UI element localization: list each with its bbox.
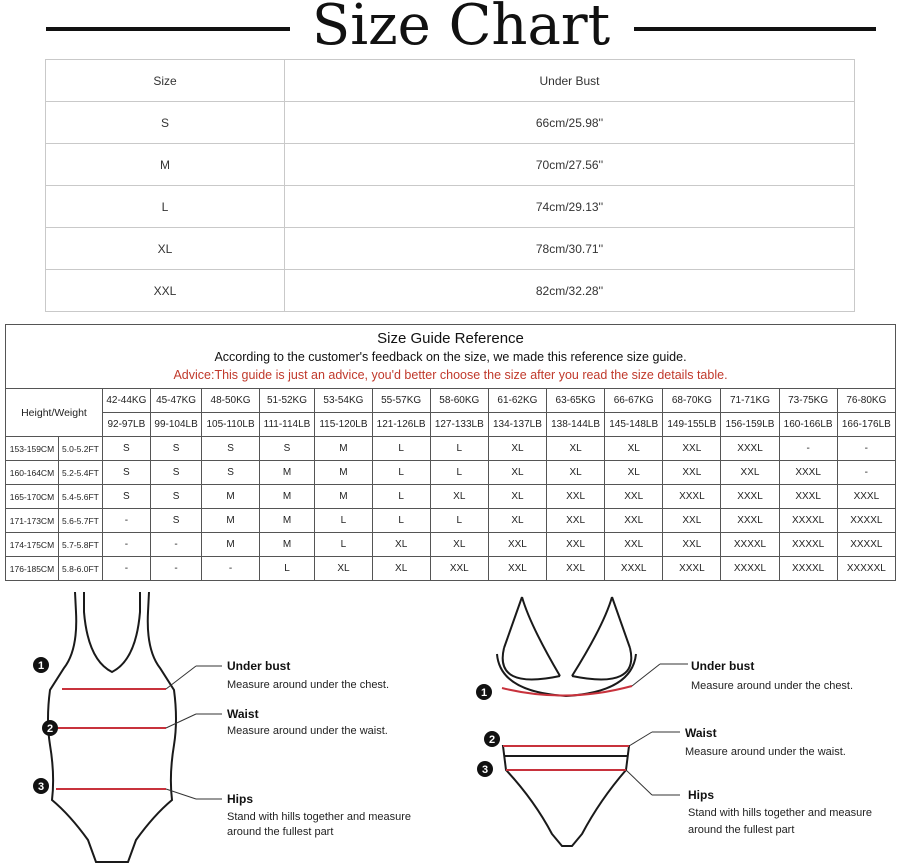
table-row (6, 485, 896, 509)
size-cell: XL (605, 461, 663, 485)
under-bust-cell: 82cm/32.28'' (285, 270, 855, 312)
size-cell: S (150, 437, 202, 461)
height-cm-cell: 174-175CM (6, 533, 59, 557)
size-cell: L (430, 461, 488, 485)
under-bust-cell: 66cm/25.98'' (285, 102, 855, 144)
size-cell: - (837, 437, 895, 461)
guide-advice: Advice:This guide is just an advice, you'd better choose the size after you read the size details table. (173, 368, 728, 382)
size-cell: M (202, 509, 259, 533)
waist-label: Waist (685, 726, 717, 740)
size-cell: S (102, 485, 150, 509)
height-ft-cell: 5.4-5.6FT (58, 485, 102, 509)
table-row (6, 533, 896, 557)
weight-kg-cell: 55-57KG (372, 389, 430, 413)
size-cell: L (372, 461, 430, 485)
under-bust-cell: 74cm/29.13'' (285, 186, 855, 228)
size-cell: XXXXL (779, 509, 837, 533)
guide-subtitle: According to the customer's feedback on the size, we made this reference size guide. (214, 350, 687, 364)
step-marker-3 (33, 778, 49, 794)
weight-lb-cell: 105-110LB (202, 413, 259, 437)
size-cell: XXL (605, 509, 663, 533)
size-cell: M (315, 461, 372, 485)
size-cell: XXL (488, 533, 546, 557)
height-ft-cell: 5.7-5.8FT (58, 533, 102, 557)
size-cell: XL (315, 557, 372, 581)
size-cell: L (372, 485, 430, 509)
weight-kg-cell: 66-67KG (605, 389, 663, 413)
size-cell: L (46, 186, 285, 228)
weight-lb-cell: 145-148LB (605, 413, 663, 437)
weight-lb-cell: 127-133LB (430, 413, 488, 437)
step-marker-2 (42, 720, 58, 736)
height-cm-cell: 171-173CM (6, 509, 59, 533)
weight-kg-cell: 58-60KG (430, 389, 488, 413)
size-cell: S (46, 102, 285, 144)
weight-lb-cell: 99-104LB (150, 413, 202, 437)
size-cell: XL (372, 557, 430, 581)
size-cell: XL (605, 437, 663, 461)
size-cell: M (202, 533, 259, 557)
weight-lb-cell: 111-114LB (259, 413, 315, 437)
table-row (46, 144, 855, 186)
waist-desc: Measure around under the waist. (685, 746, 846, 758)
size-guide-table (5, 324, 896, 581)
size-cell: XXXXL (779, 557, 837, 581)
table-row (46, 186, 855, 228)
title-rule-right (634, 27, 876, 31)
bikini-bottom-icon (503, 746, 629, 846)
weight-kg-cell: 51-52KG (259, 389, 315, 413)
size-cell: M (202, 485, 259, 509)
size-cell: S (102, 461, 150, 485)
size-cell: - (150, 557, 202, 581)
size-cell: XL (488, 509, 546, 533)
step-marker-1 (33, 657, 49, 673)
weight-kg-cell: 71-71KG (721, 389, 779, 413)
weight-lb-cell: 149-155LB (663, 413, 721, 437)
weight-kg-cell: 48-50KG (202, 389, 259, 413)
weight-kg-cell: 76-80KG (837, 389, 895, 413)
size-cell: XXL (663, 509, 721, 533)
size-cell: XL (372, 533, 430, 557)
svg-text:3: 3 (37, 781, 45, 793)
size-cell: S (150, 509, 202, 533)
measurement-diagram (0, 586, 900, 866)
size-cell: XL (430, 485, 488, 509)
size-cell: - (102, 533, 150, 557)
size-cell: XXXL (721, 437, 779, 461)
table-row (6, 461, 896, 485)
height-weight-label: Height/Weight (6, 389, 103, 437)
size-cell: XXXL (663, 557, 721, 581)
hips-desc-2: around the fullest part (688, 824, 795, 836)
hips-desc-1: Stand with hills together and measure (688, 807, 873, 819)
size-cell: XXXXL (837, 533, 895, 557)
size-cell: M (259, 485, 315, 509)
under-bust-cell: 70cm/27.56'' (285, 144, 855, 186)
height-cm-cell: 165-170CM (6, 485, 59, 509)
guide-title: Size Guide Reference (377, 330, 524, 347)
hips-label: Hips (688, 788, 715, 802)
size-cell: XXL (605, 533, 663, 557)
one-piece-leaders (166, 666, 222, 799)
size-cell: M (259, 533, 315, 557)
size-cell: XL (46, 228, 285, 270)
table-header-row (46, 60, 855, 102)
size-cell: S (202, 437, 259, 461)
weight-kg-cell: 73-75KG (779, 389, 837, 413)
size-cell: XL (488, 461, 546, 485)
size-cell: S (259, 437, 315, 461)
weight-kg-cell: 63-65KG (547, 389, 605, 413)
size-cell: XXXXL (837, 509, 895, 533)
size-cell: XXL (547, 557, 605, 581)
size-cell: XXXXL (721, 533, 779, 557)
waist-desc: Measure around under the waist. (227, 725, 388, 737)
one-piece-measure-lines (56, 689, 166, 789)
size-cell: XXL (547, 533, 605, 557)
height-cm-cell: 176-185CM (6, 557, 59, 581)
size-cell: XL (547, 437, 605, 461)
size-cell: - (837, 461, 895, 485)
size-cell: XXXXL (721, 557, 779, 581)
height-ft-cell: 5.0-5.2FT (58, 437, 102, 461)
weight-kg-row (6, 389, 896, 413)
size-cell: XXL (663, 533, 721, 557)
title-rule-left (46, 27, 290, 31)
size-cell: XL (488, 485, 546, 509)
size-cell: - (102, 557, 150, 581)
size-cell: M (259, 509, 315, 533)
size-cell: XXXL (779, 461, 837, 485)
svg-text:2: 2 (46, 723, 54, 735)
size-cell: L (430, 437, 488, 461)
weight-kg-cell: 42-44KG (102, 389, 150, 413)
size-cell: XL (488, 437, 546, 461)
header-size: Size (46, 60, 285, 102)
size-cell: XXL (488, 557, 546, 581)
size-cell: L (430, 509, 488, 533)
size-cell: - (150, 533, 202, 557)
under-bust-label: Under bust (227, 659, 291, 673)
bikini-top-icon (497, 597, 636, 696)
title-row (0, 0, 900, 58)
weight-lb-cell: 134-137LB (488, 413, 546, 437)
height-cm-cell: 153-159CM (6, 437, 59, 461)
height-ft-cell: 5.8-6.0FT (58, 557, 102, 581)
under-bust-table (45, 59, 855, 312)
size-cell: XXXL (721, 485, 779, 509)
size-cell: XXXL (721, 509, 779, 533)
under-bust-desc: Measure around under the chest. (227, 679, 390, 691)
size-cell: XXXXXL (837, 557, 895, 581)
size-cell: S (150, 461, 202, 485)
size-cell: - (202, 557, 259, 581)
weight-kg-cell: 61-62KG (488, 389, 546, 413)
weight-kg-cell: 68-70KG (663, 389, 721, 413)
hips-label: Hips (227, 792, 254, 806)
size-cell: XXXXL (779, 533, 837, 557)
size-cell: M (315, 485, 372, 509)
size-cell: XXXL (779, 485, 837, 509)
size-cell: L (372, 437, 430, 461)
height-cm-cell: 160-164CM (6, 461, 59, 485)
size-cell: XXL (547, 485, 605, 509)
size-cell: L (372, 509, 430, 533)
svg-text:3: 3 (481, 764, 489, 776)
svg-text:2: 2 (488, 734, 496, 746)
size-cell: XXL (46, 270, 285, 312)
table-row (6, 557, 896, 581)
bikini-leaders (626, 664, 688, 795)
weight-lb-cell: 121-126LB (372, 413, 430, 437)
under-bust-label: Under bust (691, 659, 755, 673)
size-cell: L (259, 557, 315, 581)
weight-lb-cell: 156-159LB (721, 413, 779, 437)
size-cell: L (315, 533, 372, 557)
table-row (46, 270, 855, 312)
table-row (6, 509, 896, 533)
under-bust-cell: 78cm/30.71'' (285, 228, 855, 270)
table-row (46, 102, 855, 144)
weight-lb-row (6, 413, 896, 437)
size-cell: M (46, 144, 285, 186)
bikini-measure-lines (503, 746, 629, 770)
size-cell: XXXL (837, 485, 895, 509)
size-cell: S (150, 485, 202, 509)
size-cell: L (315, 509, 372, 533)
size-cell: S (202, 461, 259, 485)
size-cell: M (315, 437, 372, 461)
size-cell: - (102, 509, 150, 533)
size-cell: XXL (663, 461, 721, 485)
under-bust-desc: Measure around under the chest. (691, 680, 854, 692)
size-cell: XL (430, 533, 488, 557)
table-row (6, 437, 896, 461)
weight-lb-cell: 115-120LB (315, 413, 372, 437)
height-ft-cell: 5.6-5.7FT (58, 509, 102, 533)
size-cell: XL (547, 461, 605, 485)
guide-header-row (6, 325, 896, 389)
svg-text:1: 1 (480, 687, 488, 699)
weight-lb-cell: 160-166LB (779, 413, 837, 437)
guide-header-cell (6, 325, 896, 389)
size-cell: XXL (663, 437, 721, 461)
hips-desc-1: Stand with hills together and measure (227, 811, 412, 823)
table-row (46, 228, 855, 270)
weight-kg-cell: 45-47KG (150, 389, 202, 413)
weight-lb-cell: 92-97LB (102, 413, 150, 437)
page-title: Size Chart (311, 0, 611, 58)
size-cell: XXXL (663, 485, 721, 509)
size-cell: XXL (547, 509, 605, 533)
weight-kg-cell: 53-54KG (315, 389, 372, 413)
size-cell: XXL (430, 557, 488, 581)
size-cell: XXL (721, 461, 779, 485)
size-cell: M (259, 461, 315, 485)
step-marker-3 (477, 761, 493, 777)
header-under-bust: Under Bust (285, 60, 855, 102)
hips-desc-2: around the fullest part (227, 826, 334, 838)
size-cell: - (779, 437, 837, 461)
size-cell: XXXL (605, 557, 663, 581)
weight-lb-cell: 138-144LB (547, 413, 605, 437)
size-cell: XXL (605, 485, 663, 509)
weight-lb-cell: 166-176LB (837, 413, 895, 437)
step-marker-2 (484, 731, 500, 747)
svg-text:1: 1 (37, 660, 45, 672)
step-marker-1 (476, 684, 492, 700)
size-cell: S (102, 437, 150, 461)
waist-label: Waist (227, 707, 259, 721)
height-ft-cell: 5.2-5.4FT (58, 461, 102, 485)
